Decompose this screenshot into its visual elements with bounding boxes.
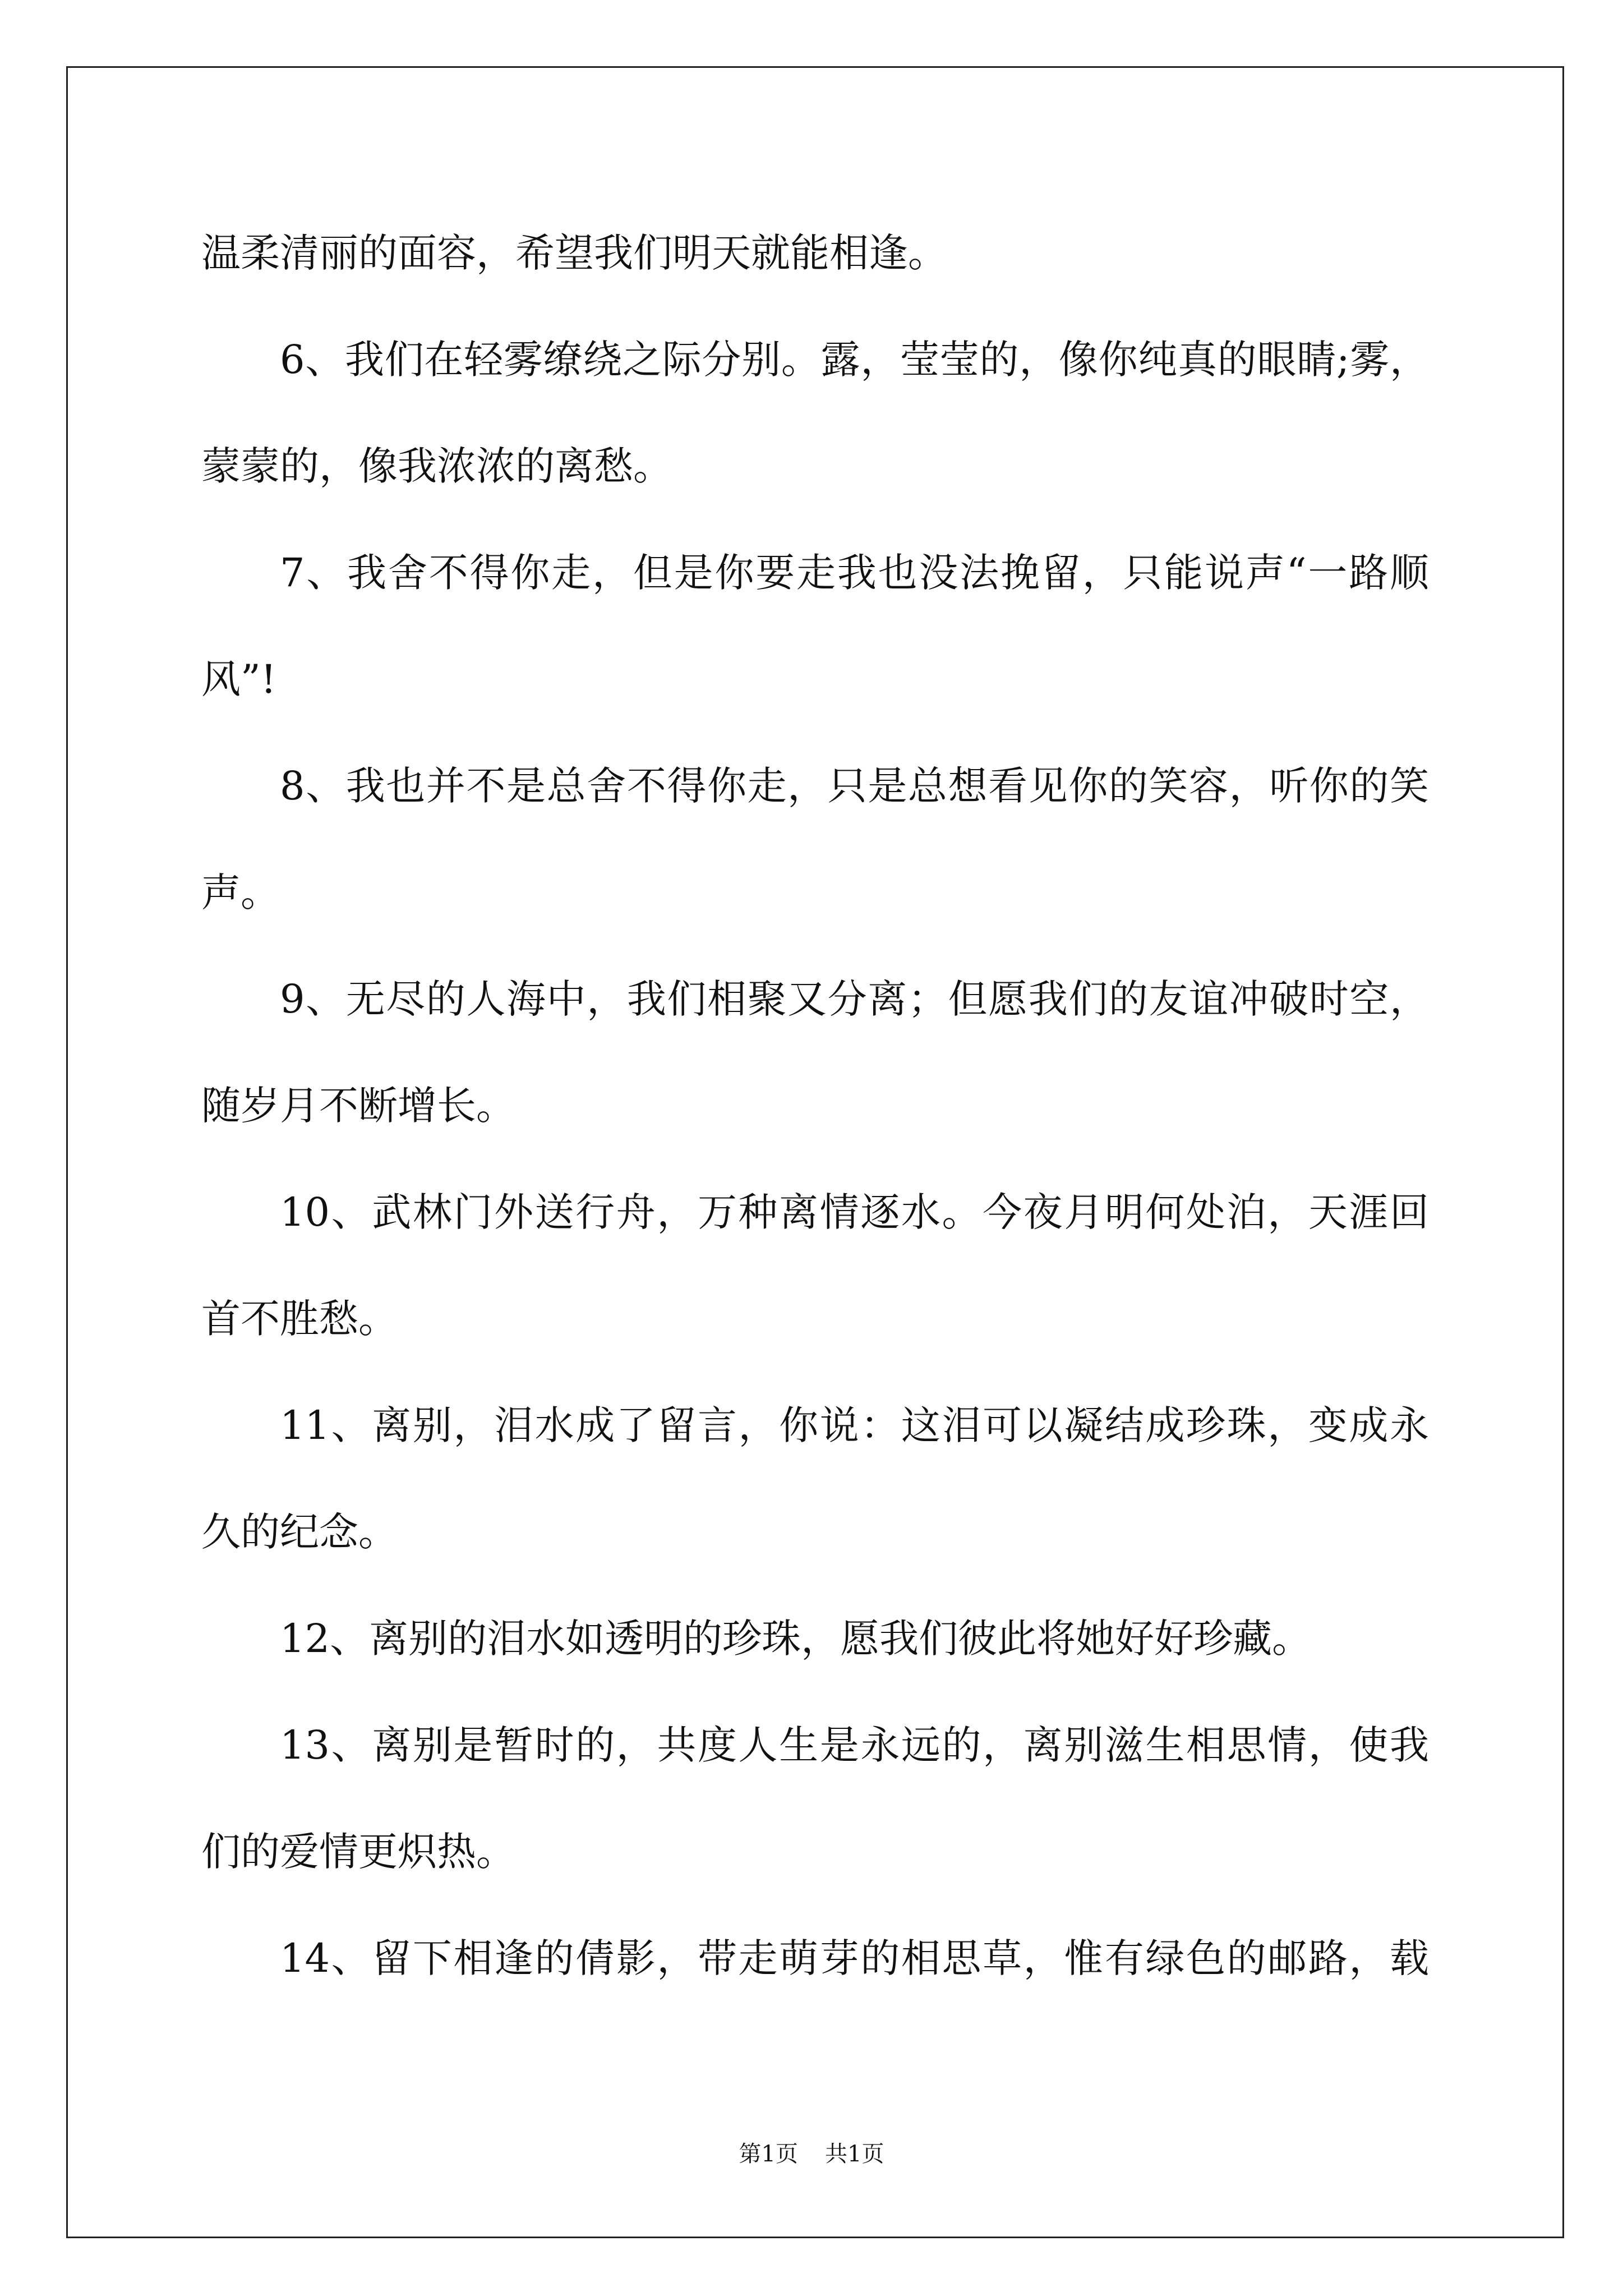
text-line: 蒙蒙的，像我浓浓的离愁。 xyxy=(201,443,672,489)
paragraph xyxy=(201,519,1429,733)
text-line: 10、武林门外送行舟，万种离情逐水。今夜月明何处泊，天涯回 xyxy=(280,1189,1429,1235)
page-footer xyxy=(0,2140,1623,2168)
text-line: 9、无尽的人海中，我们相聚又分离；但愿我们的友谊冲破时空， xyxy=(280,976,1429,1022)
text-line: 6、我们在轻雾缭绕之际分别。露，莹莹的，像你纯真的眼睛;雾， xyxy=(280,337,1429,383)
text-line: 11、离别，泪水成了留言，你说：这泪可以凝结成珍珠，变成永 xyxy=(280,1402,1429,1448)
paragraph xyxy=(201,1159,1429,1372)
text-line: 首不胜愁。 xyxy=(201,1296,398,1342)
text-line: 风”! xyxy=(201,656,276,702)
text-line: 14、留下相逢的倩影，带走萌芽的相思草，惟有绿色的邮路，载 xyxy=(280,1935,1429,1981)
paragraph xyxy=(201,1905,1429,2012)
paragraph xyxy=(201,733,1429,946)
text-line: 12、离别的泪水如透明的珍珠，愿我们彼此将她好好珍藏。 xyxy=(280,1616,1312,1662)
paragraph xyxy=(201,1692,1429,1905)
paragraph xyxy=(201,946,1429,1159)
text-line: 7、我舍不得你走，但是你要走我也没法挽留，只能说声“一路顺 xyxy=(280,550,1429,596)
text-line: 温柔清丽的面容，希望我们明天就能相逢。 xyxy=(201,230,947,276)
continued-paragraph xyxy=(201,200,1429,306)
text-line: 8、我也并不是总舍不得你走，只是总想看见你的笑容，听你的笑 xyxy=(280,763,1429,809)
page-total-label: 共1页 xyxy=(825,2141,884,2167)
text-line: 久的纪念。 xyxy=(201,1509,398,1555)
text-line: 随岁月不断增长。 xyxy=(201,1083,515,1129)
paragraph xyxy=(201,306,1429,519)
page-number-label: 第1页 xyxy=(739,2141,798,2167)
text-line: 声。 xyxy=(201,869,280,915)
paragraph xyxy=(201,1372,1429,1585)
paragraph xyxy=(201,1585,1429,1692)
document-body xyxy=(201,200,1429,2012)
text-line: 13、离别是暂时的，共度人生是永远的，离别滋生相思情，使我 xyxy=(280,1722,1429,1768)
text-line: 们的爱情更炽热。 xyxy=(201,1829,515,1875)
